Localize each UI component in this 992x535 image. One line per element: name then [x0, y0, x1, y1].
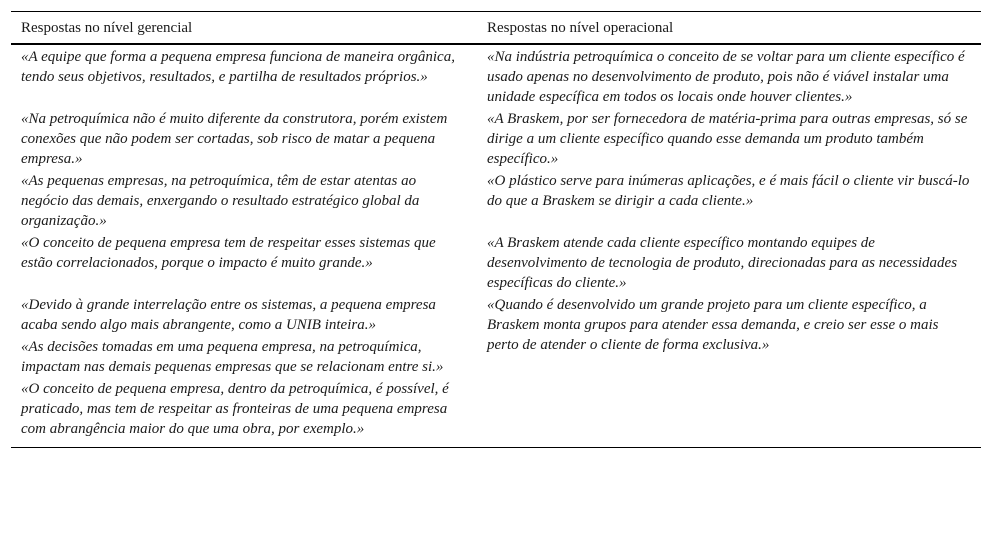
table-header-row: [11, 12, 981, 45]
gerencial-quote: «As decisões tomadas em uma pequena empresa, na petroquímica, impactam nas demais pequenas empresas que se relacionam entre si.»: [21, 339, 444, 375]
gerencial-quote: «O conceito de pequena empresa, dentro da petroquímica, é possível, é praticado, mas tem de respeitar as fronteiras de uma pequena empresa com abrangência maior do que uma obra, por exemplo.»: [21, 381, 449, 437]
gerencial-quote: «As pequenas empresas, na petroquímica, têm de estar atentas ao negócio das demais, enxergando o resultado estratégico global da organização.»: [21, 173, 420, 229]
operacional-quote: «A Braskem, por ser fornecedora de matéria-prima para outras empresas, só se dirige a um cliente específico quando esse demanda um produto também específico.»: [487, 111, 968, 167]
operacional-quote: «Quando é desenvolvido um grande projeto para um cliente específico, a Braskem monta grupos para atender essa demanda, e creio ser esse o mais perto de atender o cliente de forma exclusiva.»: [487, 297, 939, 353]
responses-table-container: [11, 11, 981, 448]
operacional-quote: «Na indústria petroquímica o conceito de se voltar para um cliente específico é usado apenas no desenvolvimento de produto, pois não é viável instalar uma unidade específica em todos os locais onde houver clientes.»: [487, 49, 965, 105]
operacional-quote: «O plástico serve para inúmeras aplicações, e é mais fácil o cliente vir buscá-lo do que a Braskem se dirigir a cada cliente.»: [487, 173, 970, 209]
gerencial-column: [11, 44, 477, 448]
operacional-quote: «A Braskem atende cada cliente específico montando equipes de desenvolvimento de tecnologia de produto, direcionadas para as necessidades específicas do cliente.»: [487, 235, 958, 291]
gerencial-quote: «O conceito de pequena empresa tem de respeitar esses sistemas que estão correlacionados, porque o impacto é muito grande.»: [21, 235, 436, 271]
responses-table: [11, 11, 981, 448]
header-gerencial: Respostas no nível gerencial: [11, 12, 477, 45]
gerencial-quote: «Na petroquímica não é muito diferente da construtora, porém existem conexões que não podem ser cortadas, sob risco de matar a pequena empresa.»: [21, 111, 448, 167]
gerencial-quote: «A equipe que forma a pequena empresa funciona de maneira orgânica, tendo seus objetivos, resultados, e partilha de resultados próprios.»: [21, 49, 455, 85]
operacional-column: [477, 44, 981, 448]
table-row: [11, 44, 981, 448]
gerencial-quote: «Devido à grande interrelação entre os sistemas, a pequena empresa acaba sendo algo mais abrangente, como a UNIB inteira.»: [21, 297, 436, 333]
header-operacional: Respostas no nível operacional: [477, 12, 981, 45]
